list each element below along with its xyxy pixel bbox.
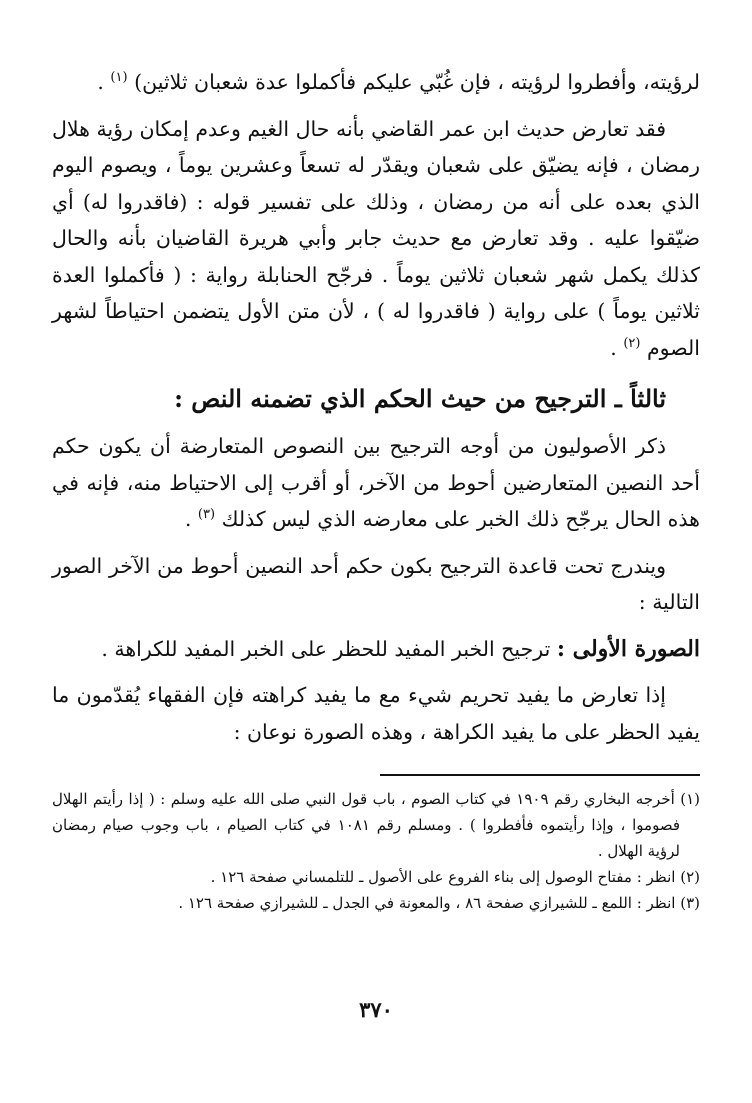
paragraph-prohibition: إذا تعارض ما يفيد تحريم شيء مع ما يفيد كراهته فإن الفقهاء يُقدّمون ما يفيد الحظر على ما يفيد الكراهة ، وهذه الصورة نوعان : — [52, 683, 700, 744]
footnote-ref-2[interactable]: (٢) — [623, 335, 641, 351]
footnote-number: (٣) — [680, 894, 700, 912]
section-heading: ثالثاً ـ الترجيح من حيث الحكم الذي تضمنه النص : — [174, 384, 666, 413]
footnote-text: أخرجه البخاري رقم ١٩٠٩ في كتاب الصوم ، باب قول النبي صلى الله عليه وسلم : ( إذا رأيتم الهلال فصوموا ، وإذا رأيتموه فأفطروا ) . ومسلم رقم ١٠٨١ في كتاب الصيام ، باب وجوب صيام رمضان لرؤية الهلال . — [52, 790, 681, 860]
paragraph-end: . — [97, 70, 111, 94]
paragraph-end: . — [610, 335, 624, 360]
footnote-1 — [52, 786, 700, 864]
paragraph-contradiction — [52, 111, 700, 367]
paragraph-usuliyyun — [52, 428, 700, 538]
paragraph-text: ذكر الأصوليون من أوجه الترجيح بين النصوص المتعارضة أن يكون حكم أحد النصين المتعارضين أحوط من الآخر، أو أقرب إلى الاحتياط منه، فإنه في هذه الحال يرجّح ذلك الخبر على معارضه الذي ليس كذلك — [52, 434, 700, 531]
paragraph-first-form — [52, 631, 700, 668]
footnote-divider-wrap — [52, 774, 700, 776]
footnote-divider — [380, 774, 700, 776]
paragraph-end: . — [184, 507, 198, 531]
footnote-ref-1[interactable]: (١) — [110, 70, 128, 86]
footnote-number: (٢) — [680, 868, 700, 886]
paragraph-hadith-end — [52, 64, 700, 101]
paragraph-text: لرؤيته، وأفطروا لرؤيته ، فإن غُبّي عليكم فأكملوا عدة شعبان ثلاثين) — [134, 70, 700, 94]
footnote-2 — [52, 864, 700, 890]
page-content — [52, 64, 700, 1064]
page-number: ٣٧٠ — [359, 997, 393, 1022]
paragraph-text: فقد تعارض حديث ابن عمر القاضي بأنه حال الغيم وعدم إمكان رؤية هلال رمضان ، فإنه يضيّق على شعبان ويقدّر له تسعاً وعشرين يوماً ، ويصوم اليوم الذي بعده على أنه من رمضان ، وذلك على تفسير قوله : (فاقدروا له) أي ضيّقوا عليه . وقد تعارض مع حديث جابر وأبي هريرة القاضيان بأنه والحال كذلك يكمل شهر شعبان ثلاثين يوماً . فرجّح الحنابلة رواية : ( فأكملوا العدة ثلاثين يوماً ) على رواية ( فاقدروا له ) ، لأن متن الأول يتضمن احتياطاً لشهر الصوم — [52, 116, 700, 360]
footnote-text: انظر : اللمع ـ للشيرازي صفحة ٨٦ ، والمعونة في الجدل ـ للشيرازي صفحة ١٢٦ . — [178, 894, 681, 912]
footnote-3 — [52, 890, 700, 916]
footnote-text: انظر : مفتاح الوصول إلى بناء الفروع على الأصول ـ للتلمساني صفحة ١٢٦ . — [210, 868, 681, 886]
first-form-label: الصورة الأولى : — [556, 635, 700, 662]
footnotes — [52, 786, 700, 916]
first-form-text: ترجيح الخبر المفيد للحظر على الخبر المفيد للكراهة . — [101, 636, 557, 661]
footnote-number: (١) — [680, 790, 700, 808]
paragraph-forms-intro: ويندرج تحت قاعدة الترجيح بكون حكم أحد النصين أحوط من الآخر الصور التالية : — [52, 553, 700, 614]
footnote-ref-3[interactable]: (٣) — [197, 507, 216, 523]
